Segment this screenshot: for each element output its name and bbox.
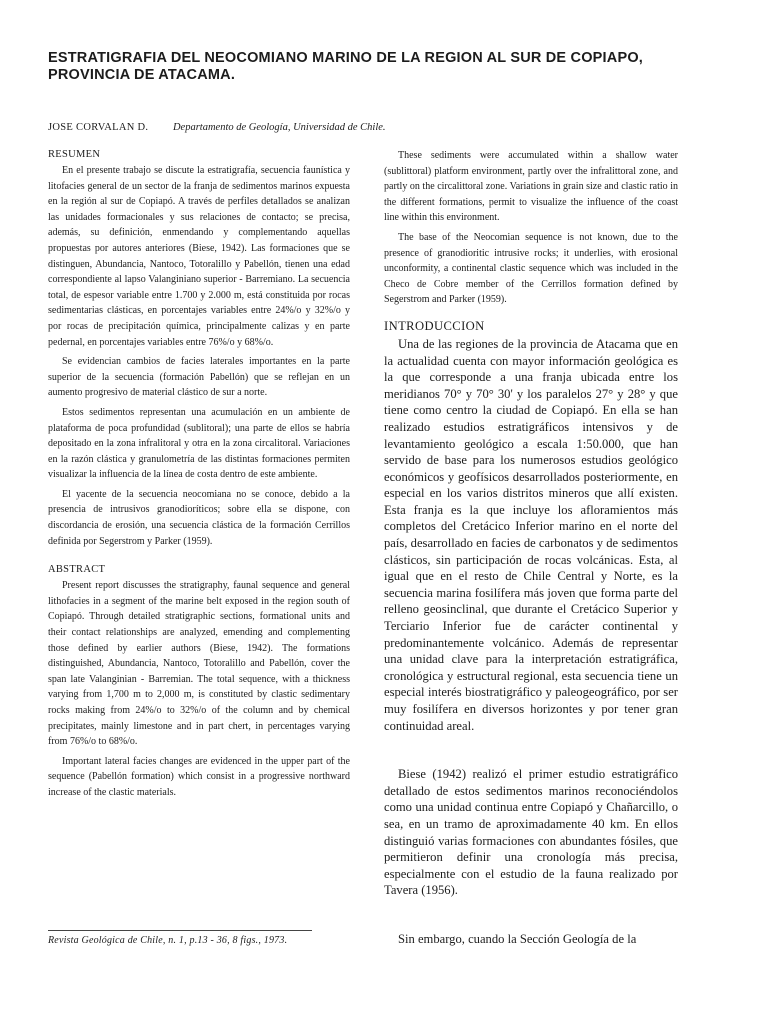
abstract-section xyxy=(48,563,350,800)
paper-title xyxy=(48,50,728,84)
resumen-paragraph: Estos sedimentos representan una acumulación en un ambiente de plataforma de poca profundidad (sublitoral); una parte de ellos se habría depositado en la zona infralitoral y otra en la zona circalitoral. Variaciones en la razón clástica y granulometría de las distintas formaciones permiten visualizar la influencia de la línea de costa dentro de este ambiente. xyxy=(48,406,350,481)
introduccion-heading: INTRODUCCION xyxy=(384,318,485,333)
introduccion-paragraph: Sin embargo, cuando la Sección Geología de la xyxy=(398,931,637,946)
abstract-heading: ABSTRACT xyxy=(48,564,106,576)
abstract-paragraph: These sediments were accumulated within a shallow water (sublittoral) platform environment, partly over the infralittoral zone, and partly on the circalittoral zone. Variations in grain size and clastic ratio in the different formations, permit to visualize the influence of the coast line within this environment. xyxy=(384,150,678,224)
title-line-2: PROVINCIA DE ATACAMA. xyxy=(48,67,236,83)
abstract-continued xyxy=(384,148,678,308)
resumen-paragraph: El yacente de la secuencia neocomiana no se conoce, debido a la presencia de intrusivos granodioríticos; sobre ella se dispone, con discordancia de erosión, una secuencia clástica de la formación Cerrillos definida por Segerstrom y Parker (1959). xyxy=(48,488,350,547)
resumen-paragraph: En el presente trabajo se discute la estratigrafía, secuencia faunística y litofacies general de un sector de la franja de sedimentos marinos expuesta en la región al sur de Copiapó. A través de perfiles detallados se analizan las unidades formacionales y sus relaciones de contacto; se precisa, además, su definición, enmendando y complementando aquellas propuestas por autores anteriores (Biese, 1942). Las formaciones que se distinguen, Abundancia, Nantoco, Totoralillo y Pabellón, tienen una edad correspondiente al lapso Valanginiano superior - Barremiano. La secuencia total, de espesor variable entre 1.700 y 2.000 m, está constituida por rocas sedimentarias clásticas, en porcentajes variables entre 24%/o y 32%/o y por rocas de precipitación química, principalmente calizas y en parte pedernal, en porcentajes variables entre 76%/o y 68%/o. xyxy=(48,165,350,348)
introduccion-paragraph: Una de las regiones de la provincia de Atacama que en la actualidad cuenta con mayor información geológica es la que corresponde a una franja ubicada entre los meridianos 70° y 70° 30' y los paralelos 27° y 28° y que tiene como centro la ciudad de Copiapó. En ella se han realizado estudios estratigráficos intensivos y de levantamiento geológico a escala 1:50.000, que han servido de base para los numerosos estudios geológico económicos y geofísicos desarrollados posteriormente, en especial en los varios distritos mineros que allí existen. Esta franja es la que incluye los afloramientos más completos del Cretácico Inferior marino en el norte del país, desarrollado en facies de carbonatos y de sedimentos clásticos, sin participación de rocas volcánicas. Esta, al igual que en el resto de Chile Central y Norte, es la secuencia marina fosilífera más joven que forma parte del relleno geosinclinal, que durante el Cretácico Superior y Terciario Inferior fue de carácter continental y predominantemente volcánico. Además de representar una unidad clave para la interpretación estratigráfica, cronológica y estructural regional, esta secuencia tiene un especial interés biostratigráfico y paleogeográfico, por ser muy fosilífera en diversos horizontes y por tener gran continuidad areal. xyxy=(384,336,678,733)
resumen-section xyxy=(48,148,350,549)
abstract-paragraph: The base of the Neocomian sequence is not known, due to the presence of granodioritic intrusive rocks; it underlies, with erosional unconformity, a continental clastic sequence which was included in the Checo de Cobre member of the Cerrillos formation defined by Segerstrom and Parker (1959). xyxy=(384,231,678,306)
resumen-paragraph: Se evidencian cambios de facies laterales importantes en la parte superior de la secuencia (formación Pabellón) que se reflejan en un aumento progresivo de material clástico de sur a norte. xyxy=(48,356,350,399)
resumen-heading: RESUMEN xyxy=(48,149,101,160)
author-affiliation: Departamento de Geología, Universidad de Chile. xyxy=(172,122,386,133)
introduccion-paragraph: Biese (1942) realizó el primer estudio estratigráfico detallado de estos sedimentos marinos reconociéndolos como una unidad continua entre Copiapó y Chañarcillo, o sea, en un tramo de aproximadamente 40 km. En ellos distinguió varias formaciones con abundantes fósiles, que permitieron definir una cronología más precisa, especialmente con el estudio de la fauna realizado por Tavera (1956). xyxy=(384,767,678,898)
right-column xyxy=(384,148,678,948)
author-line xyxy=(48,121,728,135)
abstract-paragraph: Important lateral facies changes are evidenced in the upper part of the sequence (Pabellón formation) which consist in a progressive northward increase of the clastic materials. xyxy=(48,755,350,798)
journal-citation: Revista Geológica de Chile, n. 1, p.13 - 36, 8 figs., 1973. xyxy=(48,935,288,946)
introduccion-section xyxy=(384,318,678,948)
footer-divider xyxy=(48,930,312,931)
left-column xyxy=(48,148,350,805)
title-line-1: ESTRATIGRAFIA DEL NEOCOMIANO MARINO DE LA REGION AL SUR DE COPIAPO, xyxy=(48,50,644,66)
author-name: JOSE CORVALAN D. xyxy=(48,122,149,133)
abstract-paragraph: Present report discusses the stratigraphy, faunal sequence and general lithofacies in a segment of the marine belt exposed in the region south of Copiapó. Through detailed stratigraphic sections, formational units and their contact relationships are analyzed, emending and complementing those defined by earlier authors (Biese, 1942). The formations distinguished, Abundancia, Nantoco, Totoralillo and Pabellón, cover the span late Valanginian - Barremian. The total sequence, with a thickness varying from 1,700 m to 2,000 m, is constituted by clastic sedimentary rocks making from 24%/o to 32%/o of the column and by chemical precipitates, mainly limestone and in part chert, in percentages varying from 76%/o to 68%/o. xyxy=(48,580,350,748)
